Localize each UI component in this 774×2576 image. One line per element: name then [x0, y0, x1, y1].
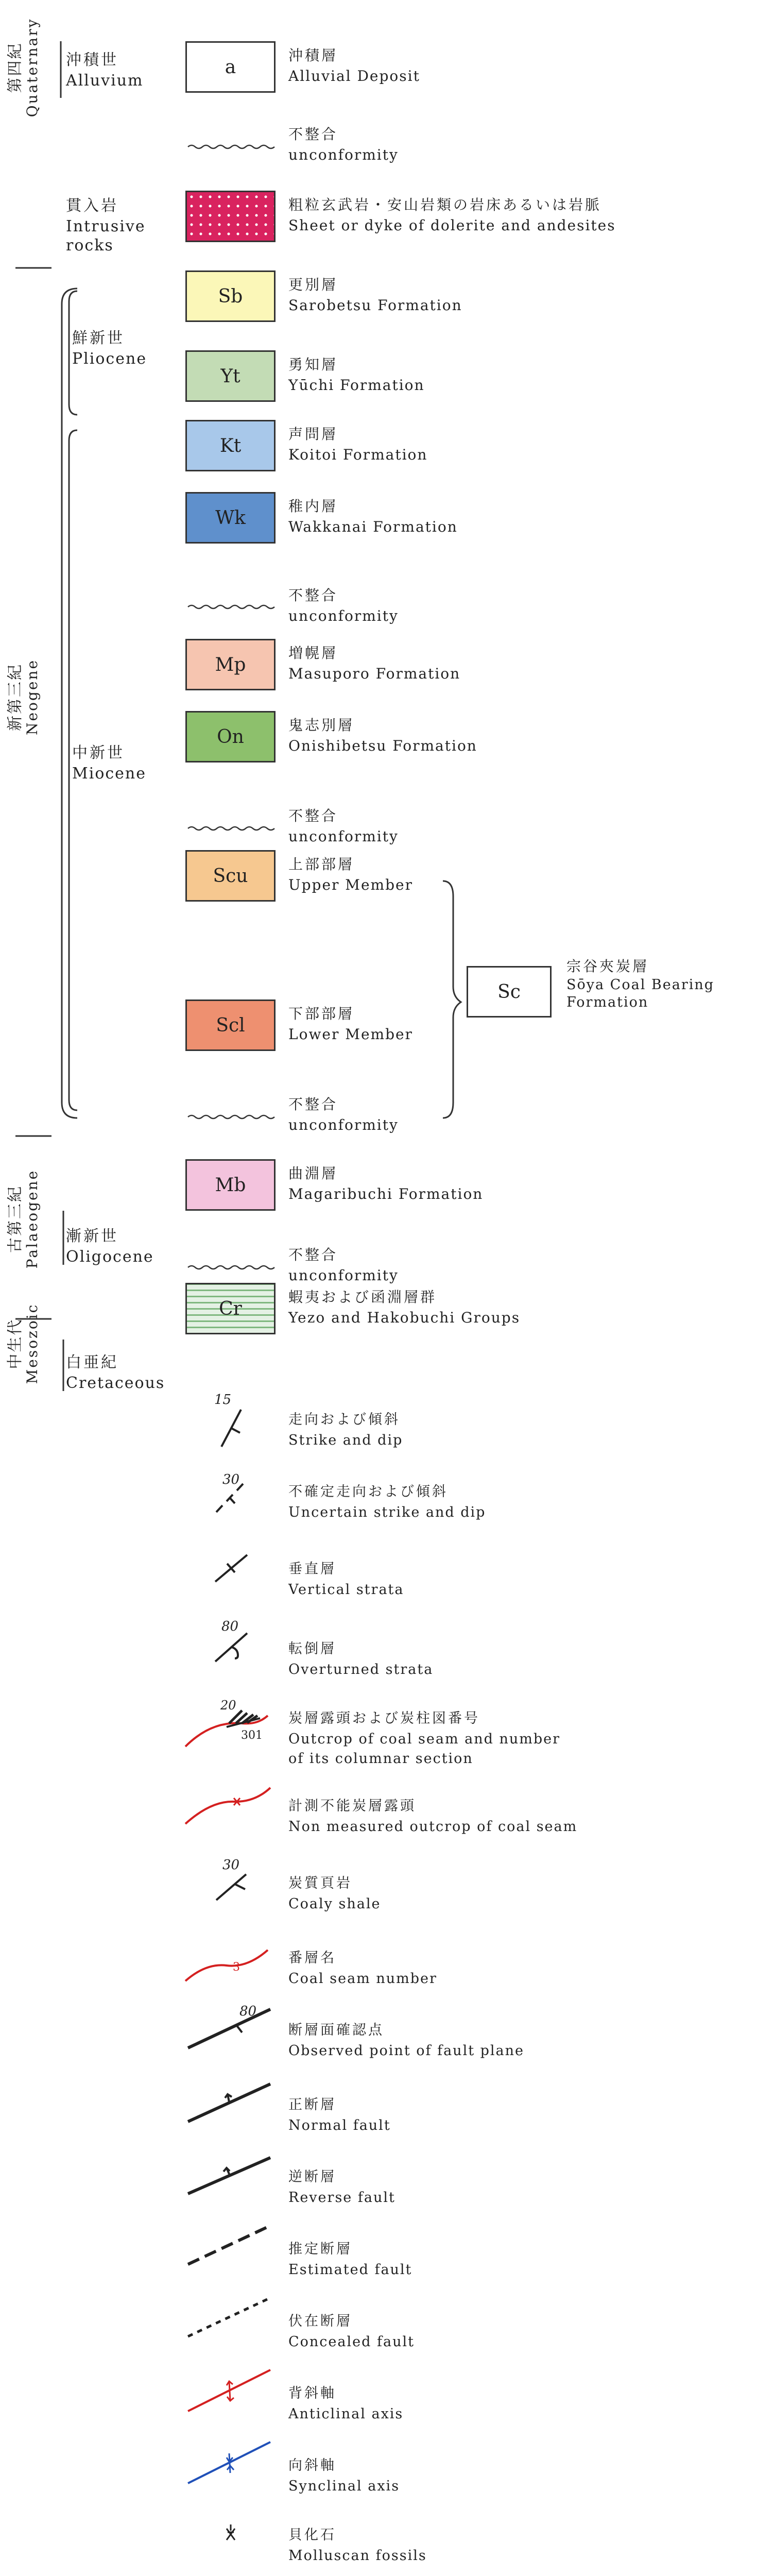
- unconformity-jp: 不整合: [288, 1096, 338, 1113]
- unit-name-jp: 声問層: [288, 426, 338, 443]
- unit-code: Mp: [215, 654, 246, 675]
- uncertain-strike-dip-icon: [216, 1472, 243, 1512]
- period-palaeogene-jp: 古第三紀: [6, 1185, 24, 1253]
- unconformity-en: unconformity: [288, 1267, 399, 1284]
- symbol-name-jp: 推定断層: [288, 2241, 352, 2257]
- epoch-cretaceous-en: Cretaceous: [66, 1374, 165, 1392]
- symbol-name-jp: 伏在断層: [288, 2313, 352, 2329]
- soya-jp: 宗谷夾炭層: [566, 958, 649, 975]
- epoch-miocene-jp: 中新世: [72, 744, 125, 762]
- fault-plane-icon: [188, 2004, 270, 2048]
- unit-name-jp: 蝦夷および函淵層群: [288, 1289, 437, 1306]
- period-mesozoic-jp: 中生代: [6, 1318, 24, 1369]
- unit-name-en: Yezo and Hakobuchi Groups: [288, 1309, 521, 1326]
- unit-name-en: Sarobetsu Formation: [288, 297, 462, 314]
- symbol-name-en: Normal fault: [288, 2117, 391, 2133]
- unit-name-en: Koitoi Formation: [288, 446, 428, 463]
- coal-outcrop-section: 301: [241, 1729, 263, 1742]
- symbol-name-en: Outcrop of coal seam and number: [288, 1731, 561, 1747]
- unit-name-jp: 勇知層: [288, 356, 338, 373]
- unit-name-en: Alluvial Deposit: [288, 67, 420, 84]
- normal-fault-icon: [188, 2084, 270, 2122]
- unit-name-jp: 粗粒玄武岩・安山岩類の岩床あるいは岩脈: [288, 196, 602, 213]
- concealed-fault-icon: [188, 2298, 270, 2336]
- vertical-strata-icon: [215, 1555, 247, 1582]
- period-palaeogene-en: Palaeogene: [24, 1169, 41, 1269]
- unit-name-en: Lower Member: [288, 1026, 413, 1043]
- symbol-name-jp: 断層面確認点: [288, 2022, 384, 2038]
- epoch-alluvium-en: Alluvium: [66, 72, 144, 90]
- symbol-name-jp: 垂直層: [288, 1561, 336, 1577]
- unit-name-jp: 曲淵層: [288, 1165, 338, 1182]
- molluscan-fossil-icon: [227, 2524, 235, 2540]
- soya-en1: Sōya Coal Bearing: [566, 977, 715, 993]
- unit-name-en: Upper Member: [288, 876, 413, 893]
- unconformity-jp: 不整合: [288, 126, 338, 143]
- symbol-name-jp: 不確定走向および傾斜: [288, 1484, 448, 1500]
- unconformity-en: unconformity: [288, 607, 399, 624]
- symbol-name-en: Anticlinal axis: [288, 2406, 404, 2422]
- anticlinal-axis-icon: [188, 2370, 270, 2411]
- unit-code: Kt: [219, 435, 242, 456]
- symbol-name-en: Overturned strata: [288, 1662, 434, 1677]
- symbol-name-en: Synclinal axis: [288, 2478, 400, 2494]
- symbol-name-en: Uncertain strike and dip: [288, 1504, 486, 1520]
- soya-en2: Formation: [566, 994, 649, 1010]
- unit-name-jp: 更別層: [288, 276, 338, 293]
- epoch-intrusive-jp: 貫入岩: [66, 197, 118, 215]
- symbol-name-en: Coaly shale: [288, 1896, 381, 1912]
- overturned-strata-value: 80: [221, 1619, 239, 1634]
- unconformity-jp: 不整合: [288, 587, 338, 604]
- unconformity-jp: 不整合: [288, 1246, 338, 1263]
- unit-name-en: Sheet or dyke of dolerite and andesites: [288, 217, 616, 234]
- period-mesozoic-en: Mesozoic: [24, 1303, 41, 1384]
- epoch-intrusive-en2: rocks: [66, 236, 114, 255]
- period-neogene-en: Neogene: [24, 658, 41, 736]
- unit-name-en: Yūchi Formation: [288, 377, 425, 394]
- coaly-shale-value: 30: [222, 1857, 240, 1873]
- symbol-name-en: Reverse fault: [288, 2190, 395, 2206]
- overturned-strata-icon: [215, 1619, 247, 1662]
- symbol-name-en: Molluscan fossils: [288, 2548, 427, 2564]
- unconformity-en: unconformity: [288, 828, 399, 845]
- unit-code-soya: Sc: [497, 981, 521, 1003]
- unconformity-jp: 不整合: [288, 807, 338, 824]
- unit-name-jp: 沖積層: [288, 47, 338, 64]
- unconformity-en: unconformity: [288, 1116, 399, 1133]
- symbol-name-jp: 背斜軸: [288, 2385, 336, 2401]
- symbol-name-jp: 逆断層: [288, 2169, 336, 2185]
- symbol-name-en: Concealed fault: [288, 2334, 415, 2350]
- symbol-name-en: Estimated fault: [288, 2262, 412, 2278]
- unconformity-en: unconformity: [288, 146, 399, 163]
- strike-dip-icon: [214, 1392, 241, 1447]
- unit-code: Mb: [215, 1174, 246, 1196]
- unit-name-jp: 下部部層: [288, 1005, 355, 1022]
- coal-outcrop-value: 20: [220, 1698, 236, 1713]
- epoch-miocene-en: Miocene: [72, 765, 147, 783]
- symbol-name-jp: 炭層露頭および炭柱図番号: [288, 1710, 480, 1726]
- symbol-name-jp: 貝化石: [288, 2527, 336, 2543]
- reverse-fault-icon: [188, 2158, 270, 2194]
- unit-code: Sb: [218, 285, 243, 307]
- unit-name-en: Magaribuchi Formation: [288, 1185, 484, 1202]
- epoch-oligocene-jp: 漸新世: [66, 1227, 118, 1245]
- symbol-name-jp: 番層名: [288, 1950, 336, 1966]
- uncertain-strike-dip-value: 30: [222, 1472, 240, 1487]
- symbol-name-jp: 計測不能炭層露頭: [288, 1798, 416, 1814]
- epoch-pliocene-jp: 鮮新世: [72, 329, 125, 347]
- unit-code: a: [225, 56, 236, 78]
- symbol-name-jp: 走向および傾斜: [288, 1412, 400, 1428]
- epoch-intrusive-en: Intrusive: [66, 217, 146, 235]
- symbol-name-en: Non measured outcrop of coal seam: [288, 1819, 578, 1835]
- unit-name-jp: 鬼志別層: [288, 717, 355, 734]
- unit-name-jp: 上部部層: [288, 856, 355, 873]
- period-neogene-jp: 新第三紀: [6, 663, 24, 731]
- symbol-name-jp: 転倒層: [288, 1641, 336, 1657]
- unit-code: Scu: [213, 865, 248, 887]
- unit-code: Scl: [216, 1014, 245, 1036]
- unit-name-en: Wakkanai Formation: [288, 518, 458, 535]
- non-measured-outcrop-icon: [185, 1788, 270, 1824]
- period-quaternary-en: Quaternary: [24, 18, 41, 117]
- symbol-name-en: Observed point of fault plane: [288, 2043, 525, 2059]
- symbol-name-en: Strike and dip: [288, 1432, 403, 1448]
- symbol-name-jp: 炭質頁岩: [288, 1875, 352, 1891]
- symbol-name-en: Coal seam number: [288, 1971, 437, 1987]
- unit-name-jp: 増幌層: [288, 645, 338, 662]
- unit-code: Cr: [219, 1298, 242, 1319]
- unit-code: Yt: [220, 365, 240, 387]
- period-quaternary-jp: 第四紀: [6, 42, 24, 93]
- symbol-name-en2: of its columnar section: [288, 1751, 473, 1767]
- unit-name-jp: 稚内層: [288, 498, 338, 515]
- symbol-name-en: Vertical strata: [288, 1582, 404, 1598]
- unit-code: On: [217, 726, 244, 748]
- strike-dip-value: 15: [214, 1392, 232, 1408]
- symbol-name-jp: 正断層: [288, 2097, 336, 2113]
- coal-seam-number-icon: [185, 1950, 268, 1981]
- coaly-shale-icon: [216, 1857, 246, 1900]
- unit-name-en: Masuporo Formation: [288, 665, 461, 682]
- coal-outcrop-icon: [185, 1698, 268, 1747]
- unit-name-en: Onishibetsu Formation: [288, 737, 477, 754]
- epoch-oligocene-en: Oligocene: [66, 1248, 154, 1266]
- fault-plane-value: 80: [239, 2004, 257, 2019]
- epoch-pliocene-en: Pliocene: [72, 350, 147, 368]
- symbol-name-jp: 向斜軸: [288, 2458, 336, 2473]
- unit-code: Wk: [215, 507, 246, 529]
- epoch-alluvium-jp: 沖積世: [66, 51, 118, 69]
- estimated-fault-icon: [188, 2226, 270, 2264]
- coal-seam-number-value: 3: [233, 1961, 240, 1974]
- epoch-cretaceous-jp: 白亜紀: [66, 1353, 118, 1371]
- synclinal-axis-icon: [188, 2442, 270, 2483]
